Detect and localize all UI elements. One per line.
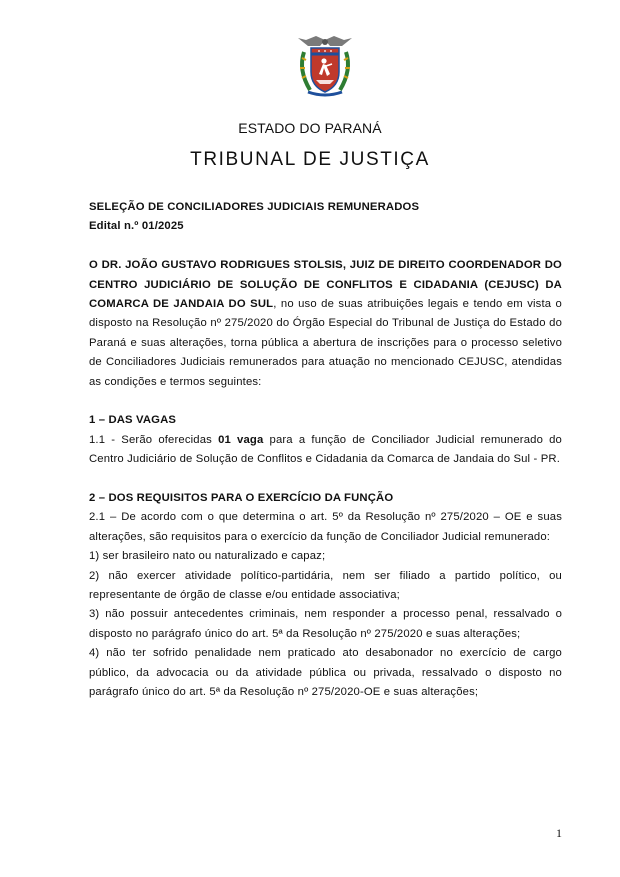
state-name: ESTADO DO PARANÁ xyxy=(238,120,382,136)
item-1-1-text-start: 1.1 - Serão oferecidas xyxy=(89,433,219,446)
section-2-heading: 2 – DOS REQUISITOS PARA O EXERCÍCIO DA FUNÇÃO xyxy=(89,492,394,505)
intro-text: , no uso de suas atribuições legais e tendo em vista o disposto na Resolução nº 275/2020 do Órgão Especial do Tribunal de Justiça do Estado do Paraná e suas alterações, torna pública a abertura de inscrições para o processo seletivo de Conciliadores Judiciais remunerados para atuação no mencionado CEJUSC, atendidas as condições e termos seguintes: xyxy=(89,298,562,388)
requirement-4: 4) não ter sofrido penalidade nem praticado ato desabonador no exercício de cargo público, da advocacia ou da atividade pública ou privada, ressalvado o disposto no parágrafo único do art. 5ª da Resolução nº 275/2020-OE e suas alterações; xyxy=(89,647,562,699)
section-1-heading: 1 – DAS VAGAS xyxy=(89,414,177,427)
vacancy-count: 01 vaga xyxy=(218,433,264,446)
intro-paragraph xyxy=(89,256,562,392)
requirement-2: 2) não exercer atividade político-partidária, nem ser filiado a partido político, ou representante de órgão de classe e/ou entidade associativa; xyxy=(89,569,562,602)
parana-coat-of-arms-icon xyxy=(294,34,356,98)
intro-bold-text: O DR. JOÃO GUSTAVO RODRIGUES STOLSIS, JUIZ DE DIREITO COORDENADOR DO CENTRO JUDICIÁRIO DE SOLUÇÃO DE CONFLITOS E CIDADANIA (CEJUSC) DA COMARCA DE JANDAIA DO SUL xyxy=(89,259,562,311)
document-body xyxy=(89,198,562,703)
requirement-3: 3) não possuir antecedentes criminais, nem responder a processo penal, ressalvado o disposto no parágrafo único do art. 5ª da Resolução nº 275/2020 e suas alterações; xyxy=(89,608,562,640)
item-1-1-text-end: para a função de Conciliador Judicial remunerado do Centro Judiciário de Solução de Conflitos e Cidadania da Comarca de Jandaia do Sul - PR. xyxy=(89,433,562,466)
edital-number: Edital n.º 01/2025 xyxy=(89,220,184,233)
document-title: SELEÇÃO DE CONCILIADORES JUDICIAIS REMUNERADOS xyxy=(89,201,420,213)
requirement-1: 1) ser brasileiro nato ou naturalizado e capaz; xyxy=(89,550,326,563)
page-number: 1 xyxy=(556,826,562,840)
court-name: TRIBUNAL DE JUSTIÇA xyxy=(190,149,430,170)
item-2-1: 2.1 – De acordo com o que determina o art. 5º da Resolução nº 275/2020 – OE e suas alterações, são requisitos para o exercício da função de Conciliador Judicial remunerado: xyxy=(89,511,562,543)
item-1-1 xyxy=(89,431,562,470)
